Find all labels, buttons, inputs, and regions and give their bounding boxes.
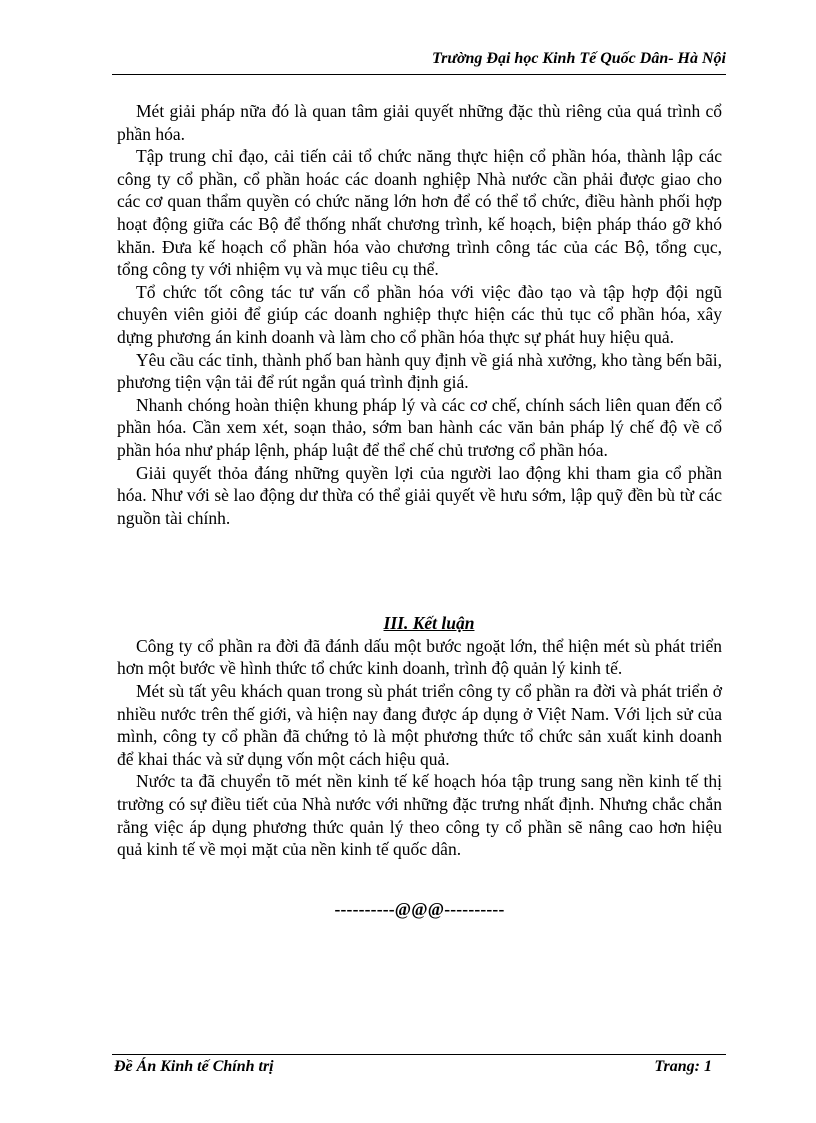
page-header [112, 48, 726, 75]
conclusion-paragraph: Công ty cổ phần ra đời đã đánh dấu một bước ngoặt lớn, thể hiện mét sù phát triển hơn một bước về hình thức tổ chức kinh doanh, trình độ quản lý kinh tế. [117, 635, 722, 679]
body-paragraph: Mét giải pháp nữa đó là quan tâm giải quyết những đặc thù riêng của quá trình cổ phần hóa. [117, 101, 722, 144]
end-divider: ----------@@@---------- [334, 898, 505, 919]
conclusion-paragraph: Nước ta đã chuyển tõ mét nền kinh tế kế hoạch hóa tập trung sang nền kinh tế thị trường có sự điều tiết của Nhà nước với những đặc trưng nhất định. Nhưng chắc chắn rằng việc áp dụng phương thức quản lý theo công ty cổ phần sẽ nâng cao hơn hiệu quả kinh tế về mọi mặt của nền kinh tế quốc dân. [117, 771, 722, 860]
conclusion-paragraph: Mét sù tất yêu khách quan trong sù phát triển công ty cổ phần ra đời và phát triển ở nhiều nước trên thế giới, và hiện nay đang được áp dụng ở Việt Nam. Với lịch sử của mình, công ty cổ phần đã chứng tỏ là một phương thức tổ chức sản xuất kinh doanh để khai thác và sử dụng vốn một cách hiệu quả. [117, 681, 722, 769]
document-body [117, 100, 722, 920]
body-paragraph: Nhanh chóng hoàn thiện khung pháp lý và các cơ chế, chính sách liên quan đến cổ phần hóa. Cần xem xét, soạn thảo, sớm ban hành các văn bản pháp lý chế độ về cổ phần hóa như pháp lệnh, pháp luật để thể chế chủ trương cổ phần hóa. [117, 394, 722, 460]
conclusion-title: III. Kết luận [383, 613, 475, 634]
body-paragraph: Tập trung chỉ đạo, cải tiến cải tổ chức năng thực hiện cổ phần hóa, thành lập các công ty cổ phần, cổ phần hoác các doanh nghiệp Nhà nước cần phải được giao cho các cơ quan thẩm quyền có chức năng lớn hơn để có thể tổ chức, điều hành phối hợp hoạt động giữa các Bộ để thống nhất chương trình, kế hoạch, biện pháp tháo gỡ khó khăn. Đưa kế hoạch cổ phần hóa vào chương trình công tác của các Bộ, tổng cục, tổng công ty với nhiệm vụ và mục tiêu cụ thể. [117, 146, 722, 280]
header-title: Trường Đại học Kinh Tế Quốc Dân- Hà Nội [431, 50, 726, 67]
body-paragraph: Giải quyết thỏa đáng những quyền lợi của người lao động khi tham gia cổ phần hóa. Như với sè lao động dư thừa có thể giải quyết về hưu sớm, lập quỹ đền bù từ các nguồn tài chính. [117, 462, 722, 528]
page-footer [112, 1054, 726, 1079]
body-paragraph: Yêu cầu các tỉnh, thành phố ban hành quy định về giá nhà xưởng, kho tàng bến bãi, phương tiện vận tải để rút ngắn quá trình định giá. [117, 349, 722, 393]
footer-document-title: Đề Án Kinh tế Chính trị [114, 1058, 274, 1075]
section-spacer [117, 529, 722, 612]
body-paragraph: Tổ chức tốt công tác tư vấn cổ phần hóa với việc đào tạo và tập hợp đội ngũ chuyên viên giỏi để giúp các doanh nghiệp thực hiện các thủ tục cổ phần hóa, xây dựng phương án kinh doanh và làm cho cổ phần hóa thực sự phát huy hiệu quả. [117, 281, 722, 347]
page-number: Trang: 1 [654, 1058, 712, 1075]
